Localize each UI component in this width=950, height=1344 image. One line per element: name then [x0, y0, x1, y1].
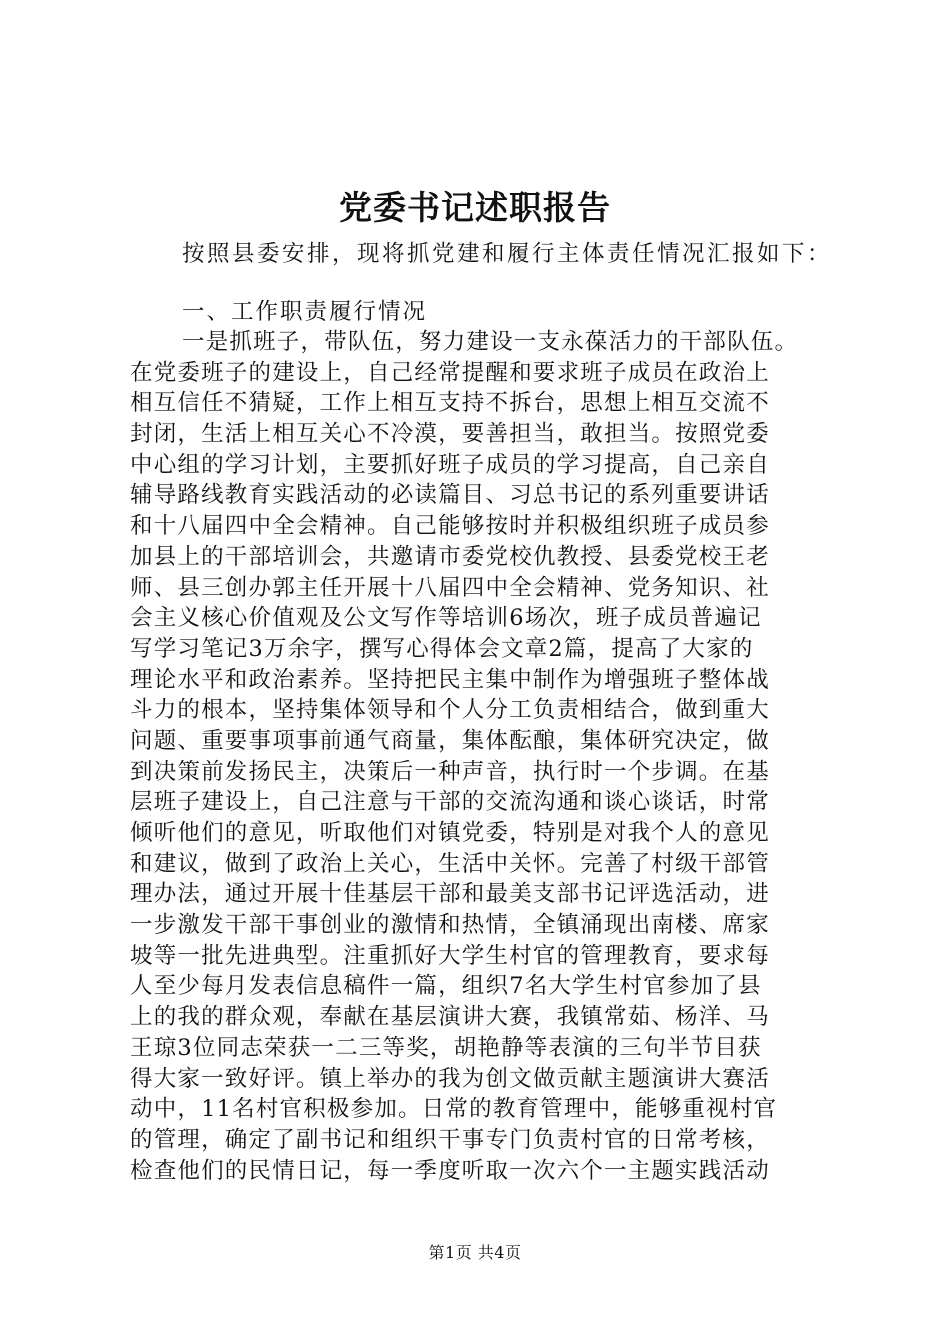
body-line: 封闭，生活上相互关心不冷漠，要善担当，敢担当。按照党委: [130, 421, 770, 448]
body-line: 理论水平和政治素养。坚持把民主集中制作为增强班子整体战: [130, 666, 770, 693]
body-line: 理办法，通过开展十佳基层干部和最美支部书记评选活动，进: [130, 881, 770, 908]
body-paragraph: [130, 327, 845, 1186]
body-line: 到决策前发扬民主，决策后一种声音，执行时一个步调。在基: [130, 758, 770, 785]
body-line: 王琼3位同志荣获一二三等奖，胡艳静等表演的三句半节目获: [130, 1034, 762, 1061]
body-line: 一步激发干部干事创业的激情和热情，全镇涌现出南楼、席家: [130, 912, 770, 939]
body-line: 相互信任不猜疑，工作上相互支持不拆台，思想上相互交流不: [130, 390, 770, 417]
body-line: 在党委班子的建设上，自己经常提醒和要求班子成员在政治上: [130, 359, 770, 386]
body-line: 写学习笔记3万余字，撰写心得体会文章2篇，提高了大家的: [130, 635, 754, 662]
body-line: 倾听他们的意见，听取他们对镇党委，特别是对我个人的意见: [130, 820, 770, 846]
page-number-footer: 第1页 共4页: [428, 1243, 522, 1262]
section-heading: 一、工作职责履行情况: [182, 299, 428, 325]
body-line: 斗力的根本，坚持集体领导和个人分工负责相结合，做到重大: [130, 697, 770, 724]
body-line: 加县上的干部培训会，共邀请市委党校仇教授、县委党校王老: [130, 543, 770, 570]
body-line: 上的我的群众观，奉献在基层演讲大赛，我镇常茹、杨洋、马: [130, 1004, 770, 1031]
body-line: 中心组的学习计划，主要抓好班子成员的学习提高，自己亲自: [130, 451, 770, 478]
body-line: 的管理，确定了副书记和组织干事专门负责村官的日常考核，: [130, 1126, 770, 1153]
document-title: 党委书记述职报告: [339, 188, 611, 227]
body-line: 动中，11名村官积极参加。日常的教育管理中，能够重视村官: [130, 1096, 778, 1123]
body-line: 和建议，做到了政治上关心，生活中关怀。完善了村级干部管: [130, 850, 770, 877]
body-line: 得大家一致好评。镇上举办的我为创文做贡献主题演讲大赛活: [130, 1065, 770, 1092]
body-line: 层班子建设上，自己注意与干部的交流沟通和谈心谈话，时常: [130, 789, 770, 816]
body-line: 一是抓班子，带队伍，努力建设一支永葆活力的干部队伍。: [182, 329, 799, 355]
body-line: 问题、重要事项事前通气商量，集体酝酿，集体研究决定，做: [130, 727, 770, 754]
body-line: 会主义核心价值观及公文写作等培训6场次，班子成员普遍记: [130, 605, 762, 632]
body-line: 辅导路线教育实践活动的必读篇目、习总书记的系列重要讲话: [130, 482, 770, 509]
body-line: 师、县三创办郭主任开展十八届四中全会精神、党务知识、社: [130, 574, 770, 601]
body-line: 人至少每月发表信息稿件一篇，组织7名大学生村官参加了县: [130, 973, 762, 1000]
intro-paragraph: 按照县委安排，现将抓党建和履行主体责任情况汇报如下：: [182, 241, 833, 267]
body-line: 坡等一批先进典型。注重抓好大学生村官的管理教育，要求每: [130, 942, 770, 969]
body-line: 检查他们的民情日记，每一季度听取一次六个一主题实践活动: [130, 1157, 770, 1184]
body-line: 和十八届四中全会精神。自己能够按时并积极组织班子成员参: [130, 513, 770, 540]
